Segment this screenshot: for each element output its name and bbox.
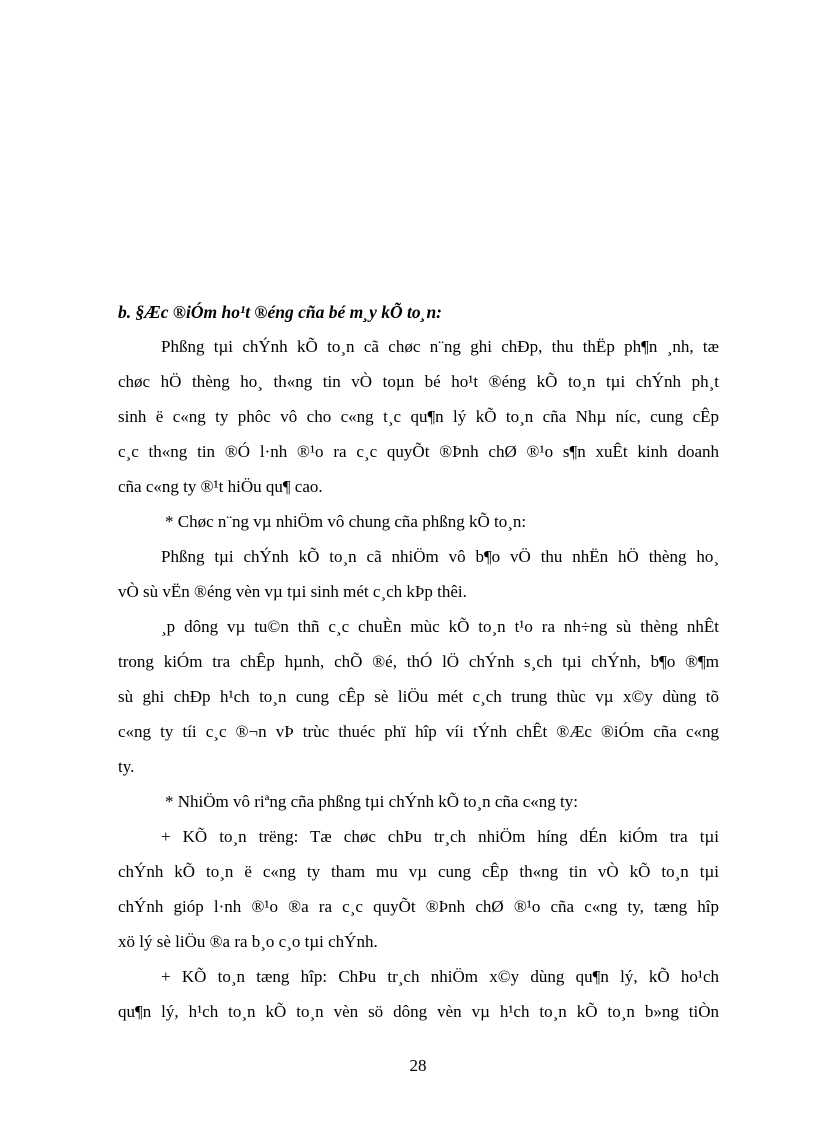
paragraph-line: chÝnh gióp l·nh ®¹o ®a ra c¸c quyÕt ®Þnh chØ ®¹o cña c«ng ty, tæng hîp <box>118 897 719 916</box>
paragraph-line: Phßng tµi chÝnh kÕ to¸n cã nhiÖm vô b¶o vÖ thu nhËn hÖ thèng ho¸ <box>161 547 719 566</box>
paragraph-line: trong kiÓm tra chÊp hµnh, chÕ ®é, thÓ lÖ chÝnh s¸ch tµi chÝnh, b¶o ®¶m <box>118 652 719 671</box>
paragraph-line: cña c«ng ty ®¹t hiÖu qu¶ cao. <box>118 477 323 496</box>
paragraph-line: + KÕ to¸n trëng: Tæ chøc chÞu tr¸ch nhiÖm híng dÉn kiÓm tra tµi <box>161 827 719 846</box>
paragraph-line: c¸c th«ng tin ®Ó l·nh ®¹o ra c¸c quyÕt ®Þnh chØ ®¹o s¶n xuÊt kinh doanh <box>118 442 719 461</box>
paragraph-line: sù ghi chÐp h¹ch to¸n cung cÊp sè liÖu mét c¸ch trung thùc vµ x©y dùng tõ <box>118 687 719 706</box>
section-heading: b. §Æc ®iÓm ho¹t ®éng cña bé m¸y kÕ to¸n: <box>118 302 442 322</box>
paragraph-line: qu¶n lý, h¹ch to¸n kÕ to¸n vèn sö dông vèn vµ h¹ch to¸n kÕ to¸n b»ng tiÒn <box>118 1002 719 1021</box>
paragraph-line: ty. <box>118 757 135 776</box>
paragraph-line: chÝnh kÕ to¸n ë c«ng ty tham mu vµ cung cÊp th«ng tin vÒ kÕ to¸n tµi <box>118 862 719 881</box>
paragraph-line: sinh ë c«ng ty phôc vô cho c«ng t¸c qu¶n lý kÕ to¸n cña Nhµ níc, cung cÊp <box>118 407 719 426</box>
list-heading: * NhiÖm vô riªng cña phßng tµi chÝnh kÕ to¸n cña c«ng ty: <box>165 792 578 811</box>
paragraph-line: Phßng tµi chÝnh kÕ to¸n cã chøc n¨ng ghi chÐp, thu thËp ph¶n ¸nh, tæ <box>161 337 719 356</box>
paragraph-line: + KÕ to¸n tæng hîp: ChÞu tr¸ch nhiÖm x©y dùng qu¶n lý, kÕ ho¹ch <box>161 967 719 986</box>
paragraph-line: ¸p dông vµ tu©n thñ c¸c chuÈn mùc kÕ to¸n t¹o ra nh÷ng sù thèng nhÊt <box>161 617 719 636</box>
paragraph-line: vÒ sù vËn ®éng vèn vµ tµi sinh mét c¸ch kÞp thêi. <box>118 582 467 601</box>
paragraph-line: c«ng ty tíi c¸c ®¬n vÞ trùc thuéc phï hîp víi tÝnh chÊt ®Æc ®iÓm cña c«ng <box>118 722 719 741</box>
page-number: 28 <box>409 1056 427 1075</box>
list-heading: * Chøc n¨ng vµ nhiÖm vô chung cña phßng kÕ to¸n: <box>165 512 527 531</box>
paragraph-line: chøc hÖ thèng ho¸ th«ng tin vÒ toµn bé ho¹t ®éng kÕ to¸n tµi chÝnh ph¸t <box>118 372 719 391</box>
paragraph-line: xö lý sè liÖu ®a ra b¸o c¸o tµi chÝnh. <box>118 932 378 951</box>
